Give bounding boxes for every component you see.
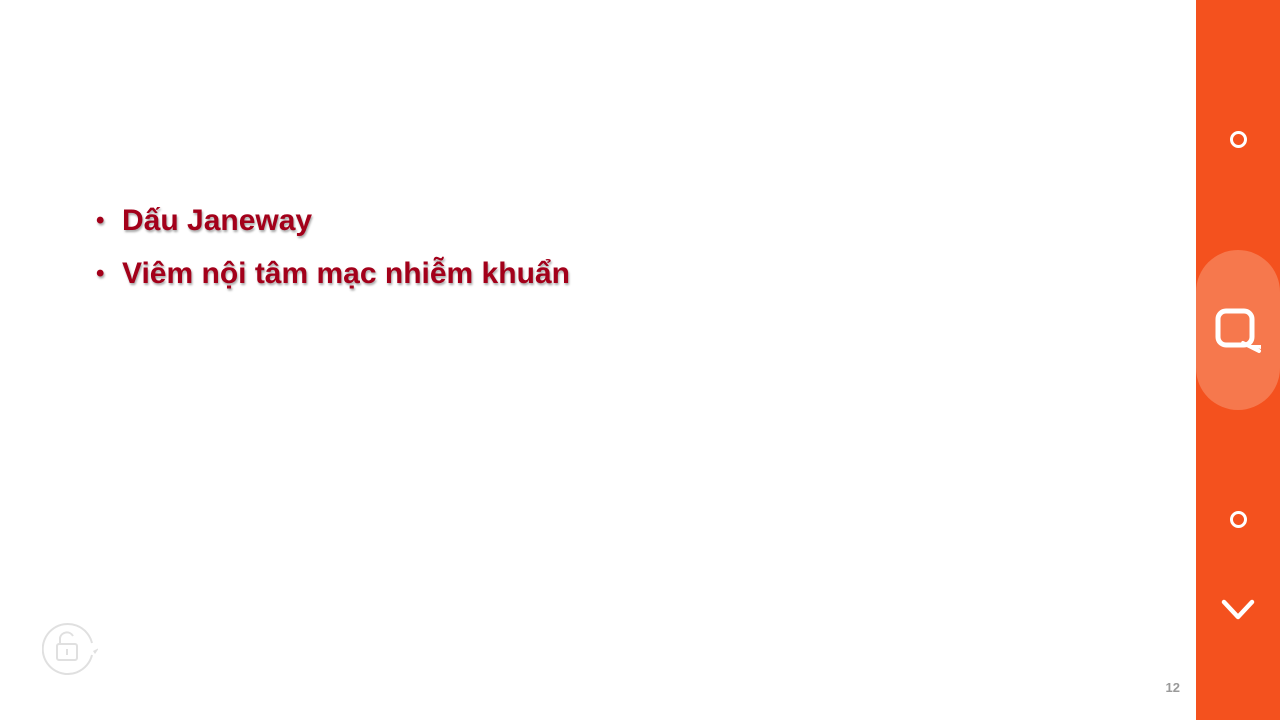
- page-number: 12: [1165, 680, 1180, 695]
- bullet-list: [96, 194, 570, 300]
- circle-icon: [1230, 511, 1247, 528]
- bullet-marker: •: [96, 259, 105, 287]
- next-button[interactable]: [1196, 590, 1280, 630]
- chevron-down-icon: [1221, 598, 1255, 622]
- bullet-marker: •: [96, 206, 105, 234]
- bullet-text: Viêm nội tâm mạc nhiễm khuẩn: [122, 256, 570, 290]
- circle-button-bottom[interactable]: [1196, 499, 1280, 539]
- bullet-text: Dấu Janeway: [122, 203, 313, 237]
- zoom-button[interactable]: [1196, 250, 1280, 410]
- circle-icon: [1230, 131, 1247, 148]
- zoom-icon: [1213, 305, 1263, 355]
- bullet-item: [96, 194, 570, 247]
- bullet-item: [96, 247, 570, 300]
- circle-button-top[interactable]: [1196, 119, 1280, 159]
- sidebar: [1196, 0, 1280, 720]
- unlock-button[interactable]: [42, 621, 98, 675]
- unlock-rotate-icon: [42, 621, 98, 675]
